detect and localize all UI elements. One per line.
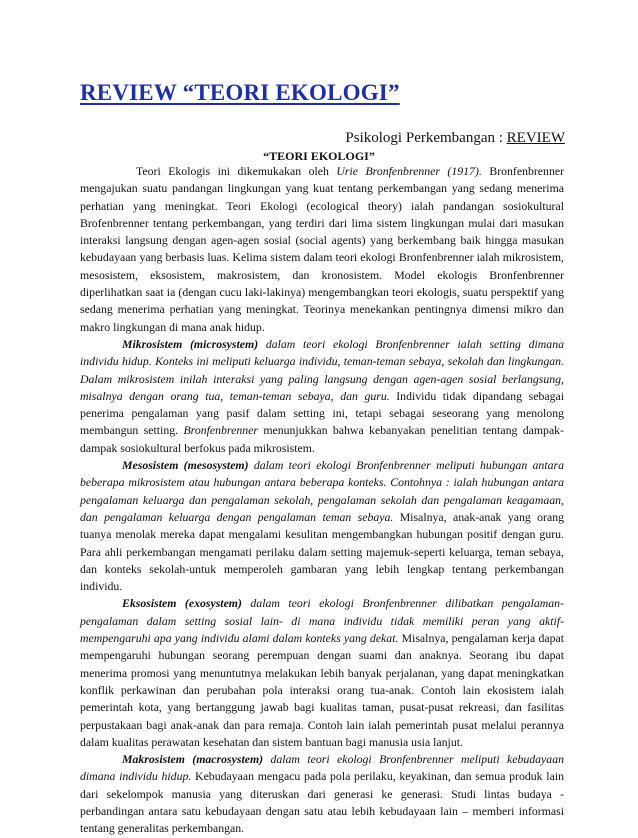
paragraph-text: Kebudayaan mengacu pada pola perilaku, keyakinan, dan semua produk lain dari sekelompok manusia yang diteruskan dari generasi ke generasi. Studi lintas budaya - perbandingan antara satu kebudayaan dengan satu atau lebih kebudayaan lain – memberi informasi tentang generalitas perkembangan. [80, 769, 564, 836]
term-heading: Mesosistem (mesosystem) [122, 458, 249, 473]
course-heading [0, 130, 565, 147]
paragraph-text: dalam teori ekologi Bronfenbrenner meliputi hubungan antara beberapa mikrosistem atau hubungan antara beberapa konteks. Contohnya : ialah hubungan antara pengalaman keluarga dan pengalaman sekolah, pengalaman sekolah dan pengalaman keagamaan, dan pengalaman keluarga dengan pengalaman teman sebaya. [80, 458, 564, 524]
paragraph-text: dalam teori ekologi Bronfenbrenner ialah setting dimana individu hidup. Konteks ini meliputi keluarga individu, teman-teman sebaya, sekolah dan lingkungan. Dalam mikrosistem inilah interaksi yang paling langsung dengan agen-agen sosial berlangsung, misalnya dengan orang tua, teman-teman sebaya, dan guru. [80, 336, 564, 403]
paragraph-text: dalam teori ekologi Bronfenbrenner dilibatkan pengalaman-pengalaman dalam setting sosial lain- di mana individu tidak memiliki peran yang aktif-mempengaruhi apa yang individu alami dalam konteks yang dekat. [80, 596, 564, 646]
paragraph [80, 751, 564, 837]
paragraph-text: Individu tidak dipandang sebagai penerima pengalaman yang pasif dalam setting ini, tetapi sebagai seseorang yang menolong membangun setting. [80, 388, 565, 438]
course-name: Psikologi Perkembangan : [345, 130, 507, 146]
paragraph [80, 336, 564, 457]
document-body [80, 163, 564, 838]
review-link[interactable]: REVIEW [506, 130, 565, 146]
document-subtitle: “TEORI EKOLOGI” [263, 149, 375, 163]
paragraph-text: Misalnya, anak-anak yang orang tuanya menolak mereka dapat mengalami kesulitan mengembangkan hubungan positif dengan guru. Para ahli perkembangan mengamati perilaku dalam setting majemuk-seperti keluarga, teman sebaya, dan konteks sekolah-untuk memperoleh gambaran yang lebih lengkap tentang perkembangan individu. [80, 509, 564, 594]
paragraph [80, 457, 564, 595]
paragraph [80, 163, 564, 336]
term-heading: Eksosistem (exosystem) [122, 596, 242, 611]
paragraph-text: Teori Ekologis ini dikemukakan oleh [136, 164, 337, 178]
term-heading: Mikrosistem (microsystem) [122, 336, 259, 351]
term-heading: Makrosistem (macrosystem) [122, 752, 264, 767]
paragraph-text: Bronfenbrenner [183, 423, 258, 438]
paragraph [80, 595, 564, 751]
paragraph-text: menunjukkan bahwa kebanyakan penelitian tentang dampak-dampak sosiokultural berfokus pada mikrosistem. [80, 423, 565, 455]
document-title: REVIEW “TEORI EKOLOGI” [80, 80, 400, 105]
paragraph-text: Misalnya, pengalaman kerja dapat mempengaruhi hubungan seorang perempuan dengan suami dan anaknya. Seorang ibu dapat menerima promosi yang menuntutnya melakukan lebih banyak perjalanan, yang dapat meningkatkan konflik perkawinan dan perubahan pola interaksi orang tua-anak. Contoh lain ekosistem ialah pemerintah kota, yang bertanggung jawab bagi kualitas taman, pusat-pusat rekreasi, dan fasilitas perpustakaan bagi anak-anak dan para remaja. Contoh lain ialah pemerintah pusat melalui perannya dalam kualitas perawatan kesehatan dan sistem bantuan bagi manusia usia lanjut. [80, 631, 564, 749]
paragraph-text: Urie Bronfenbrenner (1917). [336, 164, 482, 178]
paragraph-text: Bronfenbrenner mengajukan suatu pandangan lingkungan yang kuat tentang perkembangan yang sedang menerima perhatian yang meningkat. Teori Ekologi (ecological theory) ialah pandangan sosiokultural Brofenbrenner tentang perkembangan, yang terdiri dari lima sistem lingkungan mulai dari masukan interaksi langsung dengan agen-agen sosial (social agents) yang berkembang baik hingga masukan kebudayaan yang berbasis luas. Kelima sistem dalam teori ekologi Bronfenbrenner ialah mikrosistem, mesosistem, eksosistem, makrosistem, dan kronosistem. Model ekologis Bronfenbrenner diperlihatkan saat ia (dengan cucu laki-lakinya) mengembangkan teori ekologis, suatu perspektif yang sedang menerima perhatian yang meningkat. Teorinya menekankan pentingnya dimensi mikro dan makro lingkungan di mana anak hidup. [80, 164, 565, 334]
paragraph-text: dalam teori ekologi Bronfenbrenner meliputi kebudayaan dimana individu hidup. [80, 752, 564, 784]
